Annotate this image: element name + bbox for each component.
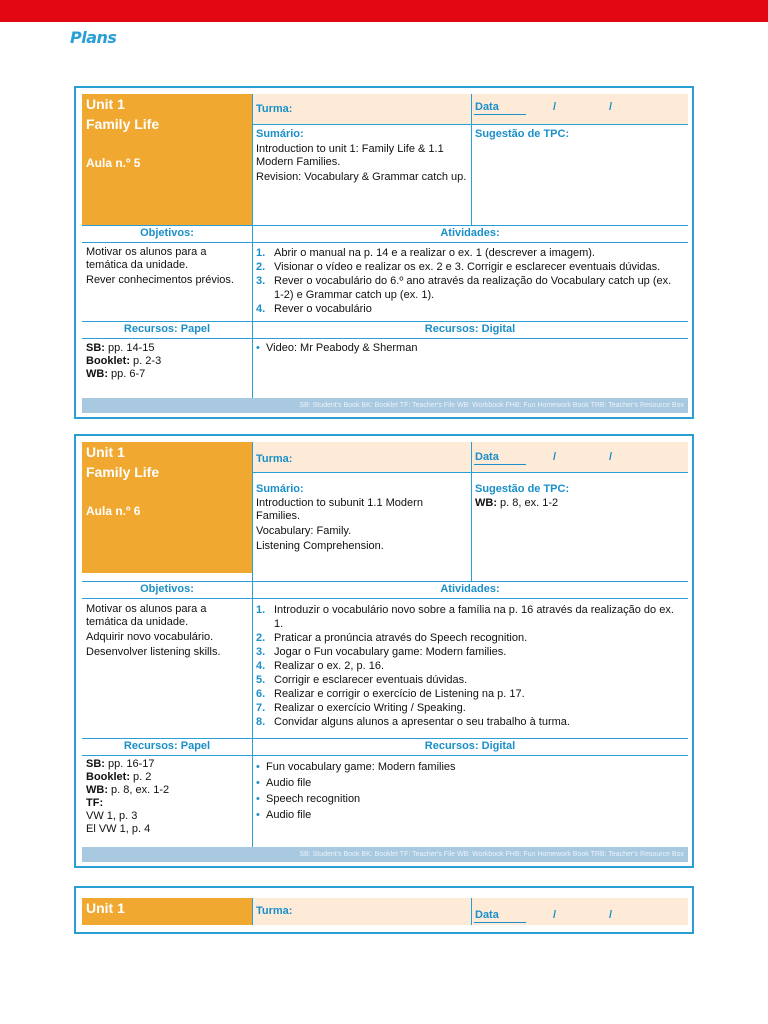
papel-item xyxy=(86,810,248,823)
date-label: Data xyxy=(475,909,499,921)
papel-key: WB: xyxy=(86,368,108,380)
sumario-label: Sumário: xyxy=(256,483,304,495)
item-number: 1. xyxy=(256,604,266,616)
papel-value: pp. 16-17 xyxy=(104,758,155,770)
date-underline xyxy=(474,464,526,465)
papel-value: pp. 14-15 xyxy=(104,342,155,354)
item-text: Rever o vocabulário do 6.º ano através da realização do Vocabulary catch up (ex. 1-2) e Grammar catch up (ex. 1). xyxy=(274,275,672,301)
tpc-value: p. 8, ex. 1-2 xyxy=(497,497,559,509)
date-underline xyxy=(474,922,526,923)
objetivo-item: Rever conhecimentos prévios. xyxy=(86,274,234,286)
item-text: Realizar o ex. 2, p. 16. xyxy=(274,660,385,672)
unit-box xyxy=(82,94,252,225)
papel-item xyxy=(86,342,248,355)
unit-title: Unit 1 xyxy=(86,900,125,916)
papel-item xyxy=(86,771,248,784)
item-text: Introduzir o vocabulário novo sobre a família na p. 16 através da realização do ex. 1. xyxy=(274,604,674,630)
unit-box xyxy=(82,442,252,573)
recursos-papel-header: Recursos: Papel xyxy=(123,740,211,752)
sumario-line: Introduction to unit 1: Family Life & 1.1 Modern Families. xyxy=(256,143,444,168)
top-red-bar xyxy=(0,0,768,22)
item-text: Praticar a pronúncia através do Speech recognition. xyxy=(274,632,528,644)
papel-value: pp. 6-7 xyxy=(108,368,146,380)
digital-item[interactable]: • Audio file xyxy=(256,775,684,791)
objetivo-item: Adquirir novo vocabulário. xyxy=(86,631,214,643)
date-slash: / xyxy=(609,909,613,921)
digital-item[interactable]: • Audio file xyxy=(256,807,684,823)
item-number: 4. xyxy=(256,660,266,672)
atividade-item xyxy=(256,631,684,645)
papel-value: p. 8, ex. 1-2 xyxy=(108,784,170,796)
turma-label: Turma: xyxy=(256,905,293,917)
item-number: 3. xyxy=(256,275,266,287)
tpc-label: Sugestão de TPC: xyxy=(475,483,570,495)
atividade-item xyxy=(256,673,684,687)
atividades-header: Atividades: xyxy=(440,583,500,595)
date-cell[interactable] xyxy=(471,898,688,925)
tpc-cell xyxy=(471,125,688,225)
item-text: Visionar o vídeo e realizar os ex. 2 e 3. Corrigir e esclarecer eventuais dúvidas. xyxy=(274,261,661,273)
objetivos-content xyxy=(82,599,252,735)
atividades-content xyxy=(252,599,688,735)
date-slash: / xyxy=(553,101,557,113)
item-number: 8. xyxy=(256,716,266,728)
objetivo-item: Desenvolver listening skills. xyxy=(86,646,221,658)
item-number: 5. xyxy=(256,674,266,686)
item-text: Jogar o Fun vocabulary game: Modern families. xyxy=(274,646,507,658)
sumario-line: Introduction to subunit 1.1 Modern Families. xyxy=(256,497,423,522)
tpc-cell xyxy=(471,473,688,573)
papel-key: SB: xyxy=(86,342,105,354)
sumario-cell xyxy=(252,125,471,225)
recursos-digital-header: Recursos: Digital xyxy=(424,740,516,752)
papel-key: Booklet: xyxy=(86,771,130,783)
date-cell[interactable] xyxy=(471,442,688,472)
papel-item xyxy=(86,355,248,368)
papel-key: WB: xyxy=(86,784,108,796)
tpc-content xyxy=(475,497,684,510)
date-slash: / xyxy=(553,451,557,463)
item-number: 2. xyxy=(256,632,266,644)
tpc-label: Sugestão de TPC: xyxy=(475,128,570,140)
recursos-digital-content xyxy=(252,339,688,391)
papel-value: p. 2 xyxy=(130,771,152,783)
turma-label: Turma: xyxy=(256,453,293,465)
digital-item[interactable]: • Video: Mr Peabody & Sherman xyxy=(256,341,684,356)
item-text: Rever o vocabulário xyxy=(274,303,372,315)
atividade-item xyxy=(256,701,684,715)
date-label: Data xyxy=(475,451,499,463)
unit-title: Unit 1 xyxy=(86,96,125,112)
tpc-key: WB: xyxy=(475,497,497,509)
unit-subtitle: Family Life xyxy=(86,116,160,132)
digital-item[interactable]: • Speech recognition xyxy=(256,791,684,807)
date-label: Data xyxy=(475,101,499,113)
papel-key: SB: xyxy=(86,758,105,770)
lesson-plan-3 xyxy=(74,886,694,934)
date-slash: / xyxy=(609,451,613,463)
lesson-number: Aula n.º 6 xyxy=(86,504,141,518)
recursos-papel-header: Recursos: Papel xyxy=(123,323,211,335)
atividade-item xyxy=(256,715,684,729)
atividades-header: Atividades: xyxy=(440,227,500,239)
objetivos-header: Objetivos: xyxy=(140,227,194,239)
date-slash: / xyxy=(609,101,613,113)
papel-item xyxy=(86,823,248,836)
papel-item xyxy=(86,758,248,771)
recursos-papel-content xyxy=(82,339,252,391)
plans-logo: Plans xyxy=(70,28,117,47)
sumario-label: Sumário: xyxy=(256,128,304,140)
sumario-line: Vocabulary: Family. xyxy=(256,525,352,537)
atividade-item xyxy=(256,246,684,260)
atividade-item xyxy=(256,274,684,302)
objetivos-header: Objetivos: xyxy=(140,583,194,595)
recursos-papel-content xyxy=(82,756,252,846)
lesson-plan-2 xyxy=(74,434,694,868)
atividade-item xyxy=(256,687,684,701)
lesson-plan-1 xyxy=(74,86,694,419)
atividade-item xyxy=(256,603,684,631)
papel-item xyxy=(86,784,248,797)
turma-cell[interactable] xyxy=(252,898,471,925)
objetivo-item: Motivar os alunos para a temática da unidade. xyxy=(86,603,207,628)
date-cell[interactable] xyxy=(471,94,688,124)
atividade-item xyxy=(256,260,684,274)
date-slash: / xyxy=(553,909,557,921)
papel-value: p. 2-3 xyxy=(130,355,162,367)
recursos-digital-header: Recursos: Digital xyxy=(424,323,516,335)
turma-cell[interactable] xyxy=(252,442,471,472)
legend-footer: SB: Student's Book BK: Booklet TF: Teacher's File WB: Workbook FHB: Fun Homework Book TRB: Teacher's Resource Box xyxy=(82,847,688,862)
item-number: 6. xyxy=(256,688,266,700)
sumario-line: Listening Comprehension. xyxy=(256,540,384,552)
digital-item[interactable]: • Fun vocabulary game: Modern families xyxy=(256,759,684,775)
atividade-item xyxy=(256,659,684,673)
objetivos-content xyxy=(82,243,252,321)
unit-title: Unit 1 xyxy=(86,444,125,460)
item-text: Realizar e corrigir o exercício de Listening na p. 17. xyxy=(274,688,525,700)
turma-cell[interactable] xyxy=(252,94,471,124)
papel-key: Booklet: xyxy=(86,355,130,367)
papel-item xyxy=(86,368,248,381)
atividade-item xyxy=(256,645,684,659)
papel-value: VW 1, p. 3 xyxy=(86,810,138,822)
item-text: Realizar o exercício Writing / Speaking. xyxy=(274,702,466,714)
unit-subtitle: Family Life xyxy=(86,464,160,480)
item-text: Abrir o manual na p. 14 e a realizar o ex. 1 (descrever a imagem). xyxy=(274,247,595,259)
item-number: 3. xyxy=(256,646,266,658)
sumario-line: Revision: Vocabulary & Grammar catch up. xyxy=(256,171,467,183)
turma-label: Turma: xyxy=(256,103,293,115)
papel-value: El VW 1, p. 4 xyxy=(86,823,151,835)
item-text: Corrigir e esclarecer eventuais dúvidas. xyxy=(274,674,468,686)
item-number: 2. xyxy=(256,261,266,273)
item-number: 4. xyxy=(256,303,266,315)
sumario-cell xyxy=(252,473,471,573)
legend-footer: SB: Student's Book BK: Booklet TF: Teacher's File WB: Workbook FHB: Fun Homework Book TRB: Teacher's Resource Box xyxy=(82,398,688,413)
item-text: Convidar alguns alunos a apresentar o seu trabalho à turma. xyxy=(274,716,570,728)
date-underline xyxy=(474,114,526,115)
objetivo-item: Motivar os alunos para a temática da unidade. xyxy=(86,246,207,271)
atividade-item xyxy=(256,302,684,316)
recursos-digital-content xyxy=(252,756,688,846)
item-number: 7. xyxy=(256,702,266,714)
atividades-content xyxy=(252,243,688,321)
lesson-number: Aula n.º 5 xyxy=(86,156,141,170)
unit-box xyxy=(82,898,252,925)
papel-item xyxy=(86,797,248,810)
papel-key: TF: xyxy=(86,797,104,809)
item-number: 1. xyxy=(256,247,266,259)
